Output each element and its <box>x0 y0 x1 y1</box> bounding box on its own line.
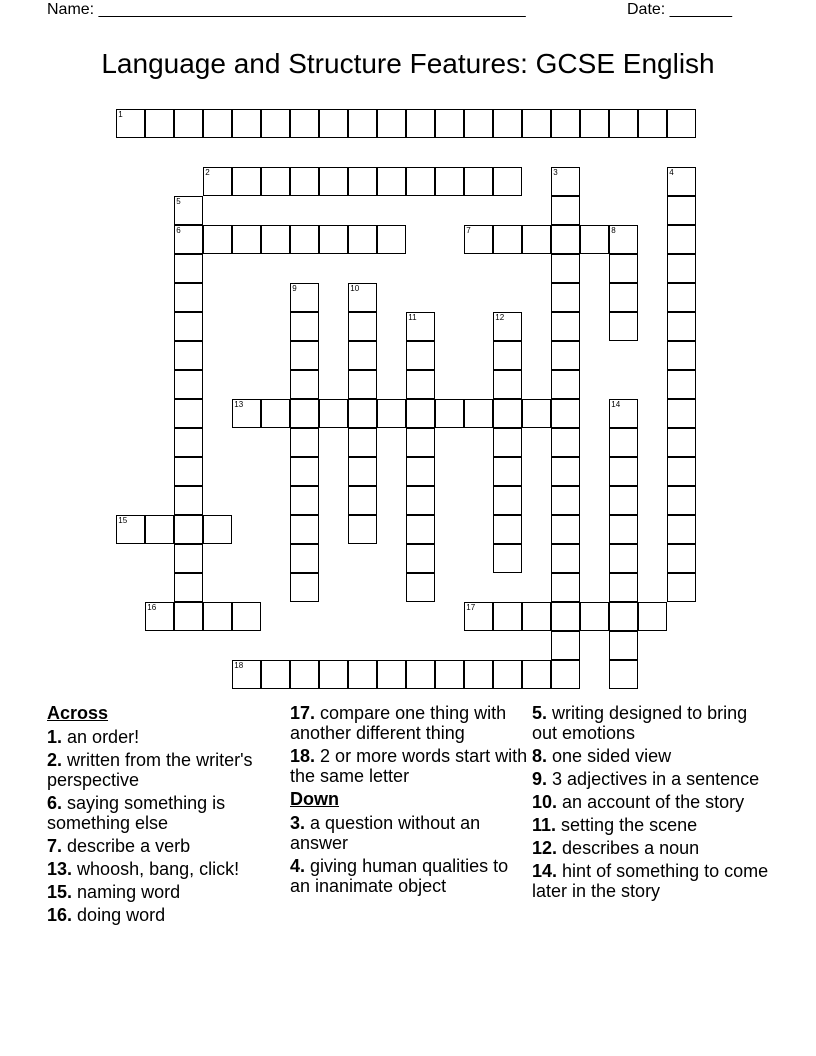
crossword-cell[interactable] <box>174 109 203 138</box>
crossword-cell[interactable] <box>435 109 464 138</box>
crossword-cell[interactable] <box>667 370 696 399</box>
crossword-cell[interactable] <box>551 225 580 254</box>
crossword-cell[interactable] <box>464 109 493 138</box>
crossword-cell[interactable] <box>464 167 493 196</box>
cell-number: 1 <box>118 110 123 120</box>
crossword-cell[interactable] <box>203 109 232 138</box>
crossword-cell[interactable] <box>667 283 696 312</box>
crossword-cell[interactable] <box>464 602 493 631</box>
crossword-cell[interactable] <box>348 283 377 312</box>
clue-number: 2 <box>47 750 58 770</box>
clue-number: 12 <box>532 838 553 858</box>
crossword-cell[interactable] <box>348 457 377 486</box>
clue-text: saying something is something else <box>47 793 226 833</box>
crossword-cell[interactable] <box>667 515 696 544</box>
crossword-cell[interactable] <box>464 225 493 254</box>
crossword-cell[interactable] <box>232 399 261 428</box>
crossword-cell[interactable] <box>116 515 145 544</box>
clue-number: 16 <box>47 905 68 925</box>
page-title: Language and Structure Features: GCSE English <box>101 48 715 79</box>
crossword-cell[interactable] <box>406 312 435 341</box>
clue-number-dot: . <box>57 836 68 856</box>
crossword-cell[interactable] <box>493 167 522 196</box>
crossword-cell[interactable] <box>435 167 464 196</box>
crossword-cell[interactable] <box>464 660 493 689</box>
crossword-cell[interactable] <box>261 225 290 254</box>
crossword-cell[interactable] <box>174 515 203 544</box>
crossword-cell[interactable] <box>493 312 522 341</box>
crossword-cell[interactable] <box>290 167 319 196</box>
crossword-cell[interactable] <box>551 573 580 602</box>
crossword-cell[interactable] <box>232 660 261 689</box>
cell-number: 10 <box>350 284 360 294</box>
crossword-cell[interactable] <box>290 428 319 457</box>
down-clue-9 <box>532 769 772 789</box>
clue-number-dot: . <box>310 746 321 766</box>
cell-number: 6 <box>176 226 181 236</box>
crossword-cell[interactable] <box>522 399 551 428</box>
crossword-cell[interactable] <box>493 225 522 254</box>
clue-text: a question without an answer <box>290 813 481 853</box>
crossword-cell[interactable] <box>348 428 377 457</box>
clue-text: written from the writer's perspective <box>47 750 253 790</box>
crossword-cell[interactable] <box>319 109 348 138</box>
crossword-cell[interactable] <box>551 457 580 486</box>
crossword-cell[interactable] <box>290 544 319 573</box>
crossword-cell[interactable] <box>174 370 203 399</box>
across-clue-17 <box>290 703 528 743</box>
cell-number: 14 <box>611 400 621 410</box>
crossword-cell[interactable] <box>609 109 638 138</box>
crossword-cell[interactable] <box>174 428 203 457</box>
crossword-cell[interactable] <box>174 544 203 573</box>
crossword-cell[interactable] <box>377 660 406 689</box>
across-clue-6 <box>47 793 282 833</box>
across-clue-1 <box>47 727 282 747</box>
crossword-cell[interactable] <box>290 457 319 486</box>
crossword-cell[interactable] <box>232 602 261 631</box>
crossword-cell[interactable] <box>116 109 145 138</box>
clue-text: 3 adjectives in a sentence <box>552 769 760 789</box>
crossword-cell[interactable] <box>551 196 580 225</box>
clue-number: 6 <box>47 793 58 813</box>
crossword-cell[interactable] <box>174 225 203 254</box>
crossword-cell[interactable] <box>377 225 406 254</box>
crossword-cell[interactable] <box>551 428 580 457</box>
crossword-cell[interactable] <box>493 399 522 428</box>
crossword-cell[interactable] <box>609 631 638 660</box>
crossword-cell[interactable] <box>493 544 522 573</box>
clue-text: describes a noun <box>562 838 700 858</box>
crossword-cell[interactable] <box>667 457 696 486</box>
crossword-cell[interactable] <box>290 370 319 399</box>
clue-number-dot: . <box>300 856 311 876</box>
down-clue-12 <box>532 838 772 858</box>
clue-number-dot: . <box>67 905 78 925</box>
clue-text: one sided view <box>552 746 672 766</box>
crossword-cell[interactable] <box>609 660 638 689</box>
crossword-cell[interactable] <box>551 341 580 370</box>
clue-number-dot: . <box>552 861 563 881</box>
crossword-cell[interactable] <box>261 109 290 138</box>
clue-number: 14 <box>532 861 553 881</box>
clue-text: 2 or more words start with the same letter <box>290 746 528 786</box>
cell-number: 15 <box>118 516 128 526</box>
crossword-cell[interactable] <box>609 225 638 254</box>
crossword-cell[interactable] <box>493 660 522 689</box>
clue-number: 4 <box>290 856 301 876</box>
crossword-cell[interactable] <box>319 167 348 196</box>
clue-text: naming word <box>77 882 181 902</box>
across-clue-16 <box>47 905 282 925</box>
clue-number-dot: . <box>57 727 68 747</box>
clue-number: 13 <box>47 859 68 879</box>
crossword-cell[interactable] <box>145 515 174 544</box>
across-clue-15 <box>47 882 282 902</box>
cell-number: 9 <box>292 284 297 294</box>
crossword-cell[interactable] <box>377 399 406 428</box>
clue-number: 3 <box>290 813 301 833</box>
crossword-cell[interactable] <box>290 399 319 428</box>
clue-number-dot: . <box>57 750 68 770</box>
crossword-cell[interactable] <box>551 254 580 283</box>
crossword-cell[interactable] <box>174 457 203 486</box>
clues-column-3 <box>532 703 772 904</box>
crossword-cell[interactable] <box>174 312 203 341</box>
crossword-cell[interactable] <box>348 341 377 370</box>
clue-text: setting the scene <box>561 815 698 835</box>
crossword-cell[interactable] <box>580 602 609 631</box>
crossword-cell[interactable] <box>406 457 435 486</box>
clue-number-dot: . <box>542 703 553 723</box>
crossword-cell[interactable] <box>667 428 696 457</box>
cell-number: 16 <box>147 603 157 613</box>
crossword-cell[interactable] <box>174 196 203 225</box>
clue-number: 11 <box>532 815 552 835</box>
crossword-cell[interactable] <box>290 660 319 689</box>
crossword-cell[interactable] <box>522 660 551 689</box>
clue-number-dot: . <box>551 815 562 835</box>
clue-number-dot: . <box>57 793 68 813</box>
crossword-cell[interactable] <box>174 399 203 428</box>
clues-column-2 <box>290 703 528 899</box>
crossword-cell[interactable] <box>406 341 435 370</box>
clue-number: 15 <box>47 882 68 902</box>
crossword-cell[interactable] <box>551 167 580 196</box>
cell-number: 18 <box>234 661 244 671</box>
crossword-cell[interactable] <box>348 660 377 689</box>
crossword-cell[interactable] <box>174 283 203 312</box>
crossword-cell[interactable] <box>667 254 696 283</box>
crossword-cell[interactable] <box>580 109 609 138</box>
crossword-cell[interactable] <box>580 225 609 254</box>
crossword-cell[interactable] <box>406 370 435 399</box>
clue-text: writing designed to bring out emotions <box>532 703 748 743</box>
crossword-cell[interactable] <box>609 254 638 283</box>
clue-number-dot: . <box>542 769 553 789</box>
crossword-cell[interactable] <box>493 370 522 399</box>
across-clue-13 <box>47 859 282 879</box>
down-clue-3 <box>290 813 528 853</box>
crossword-cell[interactable] <box>667 167 696 196</box>
crossword-cell[interactable] <box>638 602 667 631</box>
crossword-cell[interactable] <box>174 486 203 515</box>
crossword-cell[interactable] <box>232 109 261 138</box>
down-clue-14 <box>532 861 772 901</box>
crossword-cell[interactable] <box>493 428 522 457</box>
crossword-cell[interactable] <box>551 515 580 544</box>
clue-number: 7 <box>47 836 58 856</box>
clue-number: 10 <box>532 792 553 812</box>
crossword-cell[interactable] <box>406 515 435 544</box>
crossword-cell[interactable] <box>203 515 232 544</box>
clue-number-dot: . <box>542 746 553 766</box>
crossword-cell[interactable] <box>406 544 435 573</box>
crossword-cell[interactable] <box>493 486 522 515</box>
crossword-cell[interactable] <box>145 109 174 138</box>
crossword-cell[interactable] <box>406 573 435 602</box>
crossword-cell[interactable] <box>551 544 580 573</box>
crossword-cell[interactable] <box>609 573 638 602</box>
clue-number-dot: . <box>67 859 78 879</box>
down-clue-4 <box>290 856 528 896</box>
crossword-cell[interactable] <box>609 602 638 631</box>
clue-number-dot: . <box>67 882 78 902</box>
crossword-cell[interactable] <box>261 167 290 196</box>
down-clue-8 <box>532 746 772 766</box>
crossword-cell[interactable] <box>348 109 377 138</box>
clue-number: 8 <box>532 746 543 766</box>
cell-number: 13 <box>234 400 244 410</box>
clue-text: an order! <box>67 727 140 747</box>
down-clue-10 <box>532 792 772 812</box>
crossword-cell[interactable] <box>609 457 638 486</box>
clue-number-dot: . <box>552 792 563 812</box>
clue-text: whoosh, bang, click! <box>77 859 240 879</box>
crossword-cell[interactable] <box>667 341 696 370</box>
crossword-cell[interactable] <box>551 660 580 689</box>
crossword-cell[interactable] <box>522 225 551 254</box>
crossword-cell[interactable] <box>377 109 406 138</box>
crossword-cell[interactable] <box>638 109 667 138</box>
crossword-cell[interactable] <box>667 225 696 254</box>
across-clue-2 <box>47 750 282 790</box>
clue-number: 18 <box>290 746 311 766</box>
cell-number: 5 <box>176 197 181 207</box>
crossword-cell[interactable] <box>493 515 522 544</box>
crossword-cell[interactable] <box>319 399 348 428</box>
crossword-cell[interactable] <box>348 167 377 196</box>
crossword-cell[interactable] <box>290 515 319 544</box>
crossword-cell[interactable] <box>290 109 319 138</box>
crossword-cell[interactable] <box>348 399 377 428</box>
crossword-cell[interactable] <box>319 660 348 689</box>
across-clue-18 <box>290 746 528 786</box>
crossword-cell[interactable] <box>348 225 377 254</box>
cell-number: 17 <box>466 603 476 613</box>
clue-number: 1 <box>47 727 58 747</box>
crossword-cell[interactable] <box>435 399 464 428</box>
crossword-cell[interactable] <box>493 602 522 631</box>
clue-text: compare one thing with another different thing <box>290 703 507 743</box>
crossword-cell[interactable] <box>667 573 696 602</box>
cell-number: 11 <box>408 313 417 323</box>
crossword-cell[interactable] <box>667 399 696 428</box>
crossword-cell[interactable] <box>348 312 377 341</box>
crossword-cell[interactable] <box>551 312 580 341</box>
clue-number: 5 <box>532 703 543 723</box>
clue-number-dot: . <box>552 838 563 858</box>
cell-number: 12 <box>495 313 505 323</box>
crossword-cell[interactable] <box>290 225 319 254</box>
crossword-cell[interactable] <box>551 602 580 631</box>
crossword-cell[interactable] <box>203 602 232 631</box>
crossword-cell[interactable] <box>522 602 551 631</box>
name-field[interactable]: Name: ________________________________________________ <box>47 1 526 18</box>
clue-number: 9 <box>532 769 543 789</box>
clues-column-1 <box>47 703 282 928</box>
crossword-cell[interactable] <box>464 399 493 428</box>
crossword-cell[interactable] <box>348 515 377 544</box>
date-field[interactable]: Date: _______ <box>627 1 732 18</box>
crossword-cell[interactable] <box>290 341 319 370</box>
crossword-cell[interactable] <box>261 399 290 428</box>
crossword-cell[interactable] <box>290 486 319 515</box>
crossword-cell[interactable] <box>348 370 377 399</box>
crossword-cell[interactable] <box>406 399 435 428</box>
crossword-cell[interactable] <box>667 486 696 515</box>
crossword-cell[interactable] <box>290 283 319 312</box>
crossword-cell[interactable] <box>667 544 696 573</box>
crossword-cell[interactable] <box>493 457 522 486</box>
crossword-cell[interactable] <box>174 573 203 602</box>
crossword-cell[interactable] <box>406 428 435 457</box>
crossword-cell[interactable] <box>406 167 435 196</box>
crossword-cell[interactable] <box>145 602 174 631</box>
crossword-cell[interactable] <box>667 312 696 341</box>
crossword-cell[interactable] <box>174 602 203 631</box>
clue-text: doing word <box>77 905 166 925</box>
crossword-cell[interactable] <box>406 109 435 138</box>
crossword-cell[interactable] <box>609 283 638 312</box>
cell-number: 2 <box>205 168 210 178</box>
crossword-cell[interactable] <box>232 167 261 196</box>
crossword-cell[interactable] <box>493 109 522 138</box>
crossword-cell[interactable] <box>174 341 203 370</box>
crossword-cell[interactable] <box>319 225 348 254</box>
crossword-cell[interactable] <box>493 341 522 370</box>
crossword-cell[interactable] <box>609 428 638 457</box>
crossword-cell[interactable] <box>551 109 580 138</box>
crossword-cell[interactable] <box>667 109 696 138</box>
crossword-cell[interactable] <box>290 312 319 341</box>
clue-text: hint of something to come later in the story <box>532 861 769 901</box>
crossword-cell[interactable] <box>551 399 580 428</box>
crossword-cell[interactable] <box>232 225 261 254</box>
crossword-cell[interactable] <box>406 660 435 689</box>
cell-number: 7 <box>466 226 471 236</box>
crossword-cell[interactable] <box>174 254 203 283</box>
clue-text: an account of the story <box>562 792 745 812</box>
clue-text: giving human qualities to an inanimate object <box>290 856 509 896</box>
crossword-cell[interactable] <box>377 167 406 196</box>
cell-number: 8 <box>611 226 616 236</box>
clue-number-dot: . <box>310 703 321 723</box>
crossword-cell[interactable] <box>203 225 232 254</box>
crossword-cell[interactable] <box>203 167 232 196</box>
crossword-cell[interactable] <box>609 399 638 428</box>
crossword-cell[interactable] <box>290 573 319 602</box>
crossword-cell[interactable] <box>667 196 696 225</box>
clue-text: describe a verb <box>67 836 191 856</box>
crossword-cell[interactable] <box>551 283 580 312</box>
clue-number-dot: . <box>300 813 311 833</box>
crossword-cell[interactable] <box>435 660 464 689</box>
down-clue-5 <box>532 703 772 743</box>
cell-number: 4 <box>669 168 674 178</box>
crossword-cell[interactable] <box>406 486 435 515</box>
crossword-cell[interactable] <box>609 544 638 573</box>
crossword-cell[interactable] <box>609 312 638 341</box>
crossword-cell[interactable] <box>609 515 638 544</box>
crossword-cell[interactable] <box>609 486 638 515</box>
down-clue-11 <box>532 815 772 835</box>
cell-number: 3 <box>553 168 558 178</box>
crossword-cell[interactable] <box>551 486 580 515</box>
crossword-cell[interactable] <box>522 109 551 138</box>
down-heading: Down <box>290 789 339 809</box>
crossword-cell[interactable] <box>348 486 377 515</box>
across-clue-7 <box>47 836 282 856</box>
clue-number: 17 <box>290 703 311 723</box>
crossword-cell[interactable] <box>261 660 290 689</box>
across-heading: Across <box>47 703 109 723</box>
crossword-cell[interactable] <box>551 370 580 399</box>
crossword-cell[interactable] <box>551 631 580 660</box>
